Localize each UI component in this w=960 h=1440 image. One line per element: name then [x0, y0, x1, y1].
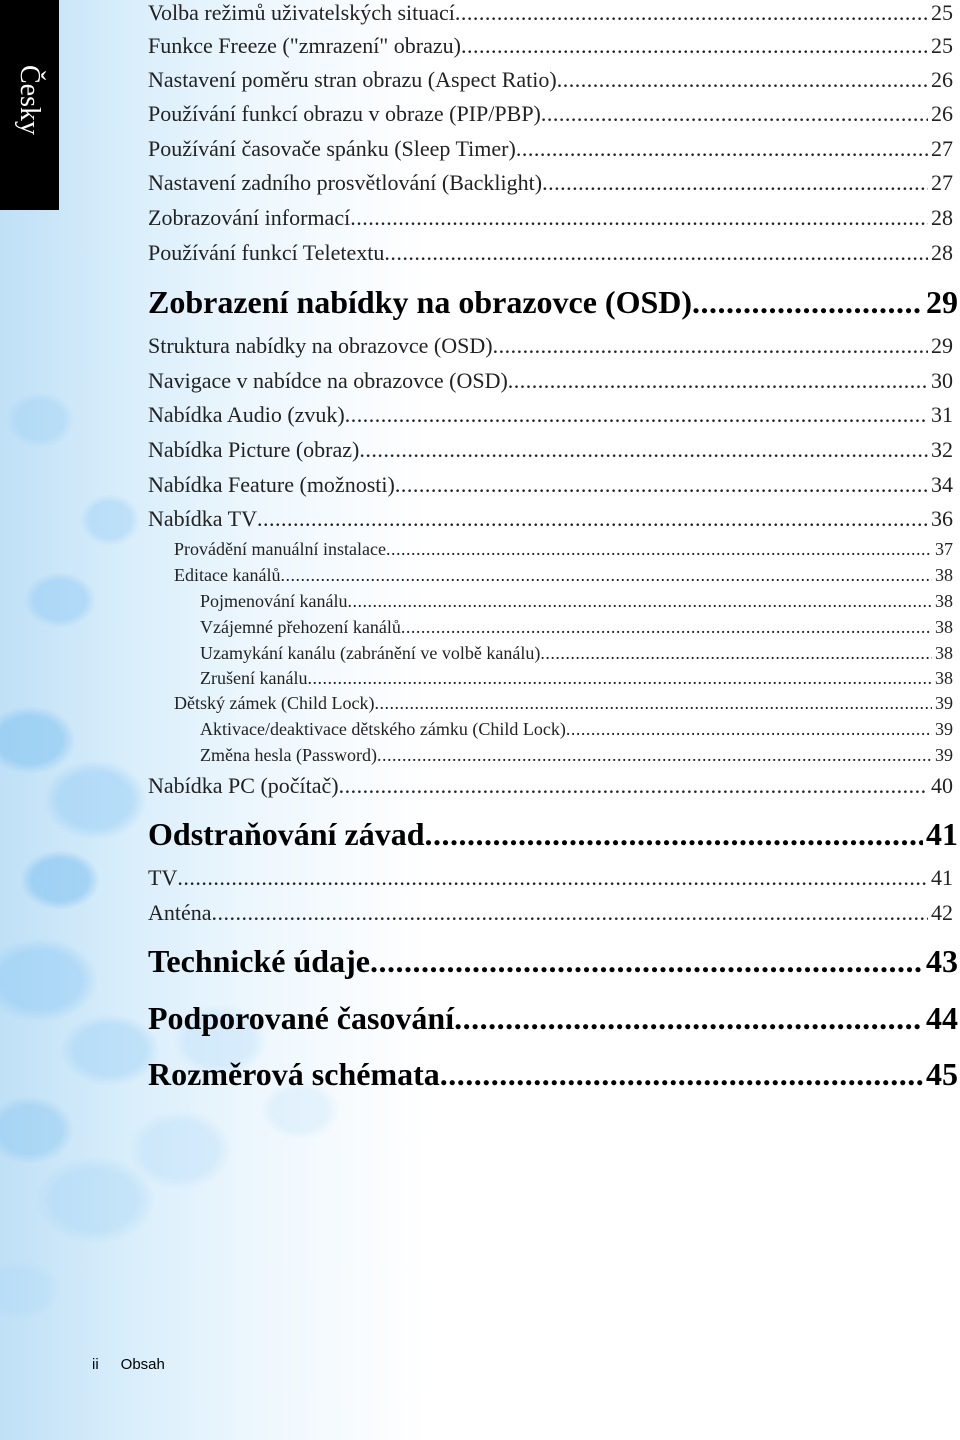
toc-dot-leader: [377, 745, 932, 766]
toc-chapter-title: Technické údaje: [148, 943, 370, 979]
toc-dot-leader: [347, 591, 932, 612]
toc-entry-page: 28: [931, 205, 953, 230]
toc-entry[interactable]: [148, 402, 953, 428]
toc-chapter-title: Podporované časování: [148, 1000, 455, 1036]
toc-dot-leader: [424, 816, 923, 853]
toc-entry-page: 39: [935, 745, 953, 765]
toc-dot-leader: [455, 0, 928, 26]
toc-chapter[interactable]: [148, 284, 958, 321]
toc-entry-page: 38: [935, 643, 953, 663]
toc-entry[interactable]: [200, 591, 953, 612]
toc-dot-leader: [461, 33, 928, 59]
toc-dot-leader: [516, 136, 928, 162]
toc-chapter-page: 41: [926, 816, 958, 852]
toc-dot-leader: [280, 565, 932, 586]
toc-dot-leader: [540, 643, 932, 664]
toc-chapter-title: Odstraňování závad: [148, 816, 425, 852]
toc-dot-leader: [384, 240, 928, 266]
toc-entry-page: 32: [931, 437, 953, 462]
toc-entry-title: Změna hesla (Password): [200, 745, 377, 765]
toc-dot-leader: [401, 617, 932, 638]
toc-dot-leader: [345, 402, 928, 428]
toc-dot-leader: [374, 693, 932, 714]
toc-dot-leader: [307, 668, 932, 689]
toc-entry-page: 30: [931, 368, 953, 393]
toc-entry-title: Používání funkcí obrazu v obraze (PIP/PBP): [148, 101, 541, 126]
toc-entry-page: 41: [931, 865, 953, 890]
toc-entry-title: Nabídka Picture (obraz): [148, 437, 360, 462]
toc-entry[interactable]: [200, 617, 953, 638]
toc-entry-page: 26: [931, 67, 953, 92]
toc-entry[interactable]: [148, 240, 953, 266]
toc-entry-page: 26: [931, 101, 953, 126]
toc-entry-page: 28: [931, 240, 953, 265]
toc-dot-leader: [177, 865, 928, 891]
toc-entry[interactable]: [148, 33, 953, 59]
toc-dot-leader: [454, 1000, 923, 1037]
toc-entry-page: 38: [935, 668, 953, 688]
toc-entry-page: 37: [935, 539, 953, 559]
toc-dot-leader: [386, 539, 932, 560]
toc-entry-title: Zrušení kanálu: [200, 668, 308, 688]
toc-entry-title: TV: [148, 865, 178, 890]
toc-entry[interactable]: [200, 745, 953, 766]
language-tab: [0, 0, 59, 210]
toc-dot-leader: [359, 437, 928, 463]
toc-entry-page: 39: [935, 719, 953, 739]
toc-entry-title: Anténa: [148, 900, 212, 925]
toc-chapter-page: 44: [926, 1000, 958, 1036]
toc-entry-page: 31: [931, 402, 953, 427]
toc-entry[interactable]: [148, 506, 953, 532]
toc-entry-page: 25: [931, 33, 953, 58]
toc-chapter[interactable]: [148, 943, 958, 980]
toc-entry[interactable]: [174, 565, 953, 586]
toc-entry-page: 34: [931, 472, 953, 497]
toc-dot-leader: [557, 67, 928, 93]
toc-entry-title: Pojmenování kanálu: [200, 591, 348, 611]
toc-entry-title: Nabídka TV: [148, 506, 257, 531]
toc-entry-title: Volba režimů uživatelských situací: [148, 0, 455, 25]
toc-entry[interactable]: [148, 136, 953, 162]
toc-entry-page: 40: [931, 773, 953, 798]
toc-entry-title: Uzamykání kanálu (zabránění ve volbě kanálu): [200, 643, 541, 663]
toc-entry-title: Provádění manuální instalace: [174, 539, 386, 559]
toc-dot-leader: [508, 368, 928, 394]
toc-entry-page: 27: [931, 170, 953, 195]
toc-entry-page: 38: [935, 565, 953, 585]
toc-chapter-page: 43: [926, 943, 958, 979]
toc-entry[interactable]: [148, 0, 953, 26]
toc-dot-leader: [566, 719, 932, 740]
toc-entry-page: 25: [931, 0, 953, 25]
toc-dot-leader: [692, 284, 923, 321]
toc-entry[interactable]: [200, 719, 953, 740]
toc-dot-leader: [440, 1056, 923, 1093]
toc-entry-title: Vzájemné přehození kanálů: [200, 617, 401, 637]
toc-entry[interactable]: [200, 643, 953, 664]
footer-page-number: ii: [92, 1356, 99, 1373]
toc-entry[interactable]: [148, 368, 953, 394]
toc-entry-page: 38: [935, 591, 953, 611]
toc-entry-title: Navigace v nabídce na obrazovce (OSD): [148, 368, 508, 393]
toc-entry-title: Používání časovače spánku (Sleep Timer): [148, 136, 516, 161]
language-tab-label: Česky: [14, 65, 45, 135]
toc-entry-page: 38: [935, 617, 953, 637]
toc-entry-title: Nabídka PC (počítač): [148, 773, 339, 798]
toc-chapter[interactable]: [148, 1056, 958, 1093]
footer-section-name: Obsah: [120, 1356, 165, 1373]
toc-entry[interactable]: [148, 900, 953, 926]
toc-entry-title: Struktura nabídky na obrazovce (OSD): [148, 333, 493, 358]
toc-entry-title: Nastavení zadního prosvětlování (Backlight): [148, 170, 543, 195]
toc-entry-title: Aktivace/deaktivace dětského zámku (Child Lock): [200, 719, 566, 739]
toc-entry[interactable]: [200, 668, 953, 689]
toc-dot-leader: [395, 472, 928, 498]
toc-entry[interactable]: [174, 539, 953, 560]
toc-dot-leader: [370, 943, 923, 980]
toc-entry[interactable]: [174, 693, 953, 714]
toc-entry-page: 39: [935, 693, 953, 713]
toc-entry-page: 42: [931, 900, 953, 925]
toc-chapter-title: Rozměrová schémata: [148, 1056, 440, 1092]
toc-entry[interactable]: [148, 170, 953, 196]
toc-entry[interactable]: [148, 472, 953, 498]
toc-entry-title: Editace kanálů: [174, 565, 281, 585]
toc-dot-leader: [350, 205, 928, 231]
toc-entry-page: 27: [931, 136, 953, 161]
toc-entry[interactable]: [148, 333, 953, 359]
toc-entry[interactable]: [148, 773, 953, 799]
toc-dot-leader: [493, 333, 928, 359]
page-footer: [92, 1356, 187, 1373]
toc-entry-title: Funkce Freeze ("zmrazení" obrazu): [148, 33, 461, 58]
toc-entry[interactable]: [148, 865, 953, 891]
toc-dot-leader: [257, 506, 928, 532]
toc-chapter[interactable]: [148, 816, 958, 853]
toc-dot-leader: [541, 101, 928, 127]
toc-chapter-page: 45: [926, 1056, 958, 1092]
toc-dot-leader: [339, 773, 928, 799]
toc-chapter-title: Zobrazení nabídky na obrazovce (OSD): [148, 284, 693, 320]
toc-entry-title: Nabídka Audio (zvuk): [148, 402, 345, 427]
toc-entry[interactable]: [148, 67, 953, 93]
toc-chapter-page: 29: [926, 284, 958, 320]
toc-entry[interactable]: [148, 205, 953, 231]
toc-entry-page: 29: [931, 333, 953, 358]
toc-entry[interactable]: [148, 101, 953, 127]
toc-entry-title: Dětský zámek (Child Lock): [174, 693, 375, 713]
toc-entry-page: 36: [931, 506, 953, 531]
toc-entry-title: Používání funkcí Teletextu: [148, 240, 385, 265]
toc-entry-title: Nabídka Feature (možnosti): [148, 472, 395, 497]
toc-entry[interactable]: [148, 437, 953, 463]
toc-entry-title: Zobrazování informací: [148, 205, 351, 230]
toc-chapter[interactable]: [148, 1000, 958, 1037]
toc-entry-title: Nastavení poměru stran obrazu (Aspect Ratio): [148, 67, 557, 92]
toc-dot-leader: [212, 900, 928, 926]
toc-dot-leader: [542, 170, 928, 196]
